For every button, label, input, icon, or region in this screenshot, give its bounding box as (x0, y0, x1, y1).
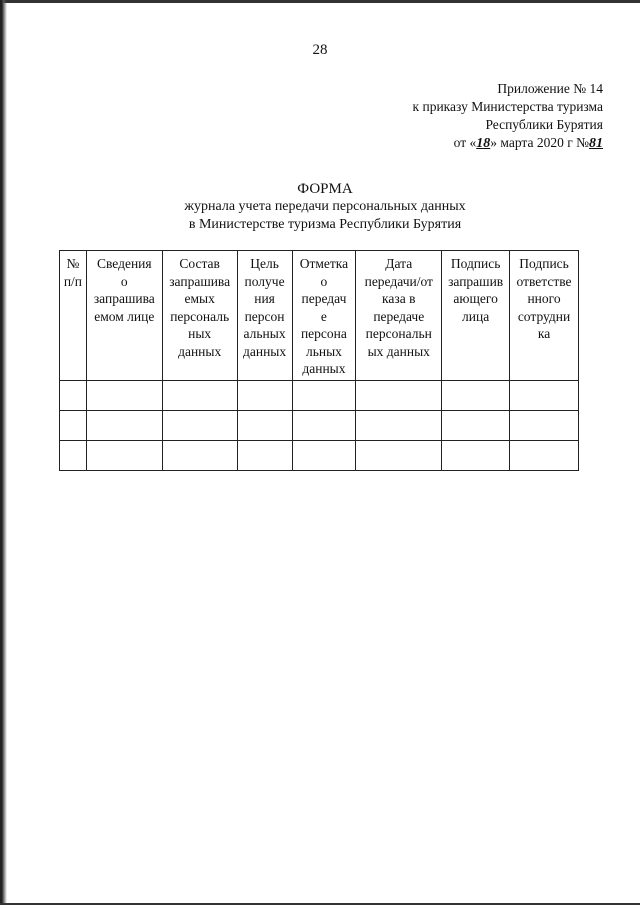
header-text-line: альных (243, 326, 286, 341)
table-cell (237, 411, 292, 441)
table-cell (237, 441, 292, 471)
table-cell (510, 411, 579, 441)
header-text-line: персон (244, 308, 285, 324)
journal-table (59, 250, 579, 471)
header-text-line: ния (254, 291, 275, 306)
form-title: ФОРМА (297, 181, 353, 197)
appendix-line-2: к приказу Министерства туризма (412, 99, 603, 114)
header-text-line: каза в (382, 291, 416, 306)
column-header-4 (237, 251, 292, 381)
date-day-handwritten: 18 (476, 136, 491, 151)
header-text-line: сотрудни (517, 308, 571, 324)
header-text-line: о (320, 273, 328, 289)
order-number-handwritten: 81 (589, 136, 603, 151)
header-text-line: данных (178, 343, 222, 359)
header-text-line: данных (242, 343, 287, 359)
scan-edge-left (0, 0, 7, 905)
table-cell (237, 381, 292, 411)
header-text-line: Подпись (519, 256, 569, 271)
table-cell (510, 381, 579, 411)
column-header-6 (356, 251, 442, 381)
header-text-line: персональ (170, 308, 230, 324)
header-text-line: Сведения (96, 256, 152, 271)
scan-edge-top (0, 0, 640, 3)
appendix-date-line (413, 134, 603, 153)
column-header-2 (86, 251, 162, 381)
header-text-line: Подпись (450, 256, 501, 271)
table-cell (292, 411, 356, 441)
table-row (60, 441, 579, 471)
table-cell (356, 441, 442, 471)
header-text-line: ка (537, 326, 551, 341)
appendix-line-1: Приложение № 14 (497, 81, 603, 96)
form-subtitle-line-2: в Министерстве туризма Республики Бурятия (188, 217, 462, 232)
header-text-line: лица (462, 308, 490, 324)
header-text-line: Дата (385, 256, 413, 271)
table-cell (162, 411, 237, 441)
header-text-line: емых (184, 291, 215, 306)
table-cell (60, 411, 87, 441)
table-cell (86, 411, 162, 441)
table-row (60, 411, 579, 441)
column-header-8 (510, 251, 579, 381)
header-text-line: ающего (453, 291, 498, 306)
header-text-line: передачи/от (364, 273, 433, 289)
header-text-line: ных (188, 326, 212, 341)
header-text-line: Цель (250, 256, 279, 271)
header-text-line: п/п (63, 273, 83, 289)
table-cell (292, 381, 356, 411)
header-text-line: нного (527, 291, 561, 306)
column-header-3 (162, 251, 237, 381)
column-header-7 (442, 251, 510, 381)
form-title-block (0, 180, 640, 234)
header-text-line: № (66, 256, 80, 271)
header-text-line: персональн (365, 326, 432, 341)
table-cell (60, 441, 87, 471)
column-header-5 (292, 251, 356, 381)
header-text-line: льных (305, 343, 342, 359)
form-subtitle-line-1: журнала учета передачи персональных данных (184, 199, 466, 214)
table-cell (162, 441, 237, 471)
header-text-line: ых данных (367, 343, 430, 359)
column-header-1 (60, 251, 87, 381)
table-row (60, 381, 579, 411)
header-text-line: Отметка (299, 256, 349, 271)
table-cell (162, 381, 237, 411)
header-text-line: передач (301, 291, 347, 306)
header-text-line: запрашива (169, 273, 231, 289)
table-cell (356, 411, 442, 441)
header-text-line: емом лице (94, 308, 155, 324)
table-cell (356, 381, 442, 411)
header-text-line: Состав (179, 256, 220, 271)
table-cell (86, 441, 162, 471)
header-text-line: запрашив (448, 273, 504, 289)
page-number: 28 (312, 42, 328, 58)
table-header-row (60, 251, 579, 381)
header-text-line: передаче (373, 308, 425, 324)
table-cell (86, 381, 162, 411)
table-cell (442, 381, 510, 411)
header-text-line: о (120, 273, 128, 289)
header-text-line: персона (300, 326, 347, 341)
date-middle: » марта 2020 г № (490, 135, 589, 150)
table-cell (60, 381, 87, 411)
appendix-block (413, 80, 603, 153)
header-text-line: е (320, 308, 327, 324)
table-cell (510, 441, 579, 471)
table-cell (442, 441, 510, 471)
appendix-line-3: Республики Бурятия (485, 117, 603, 132)
header-text-line: ответстве (516, 273, 572, 289)
date-prefix: от « (453, 135, 477, 150)
header-text-line: запрашива (93, 291, 155, 306)
table-cell (442, 411, 510, 441)
table-body (60, 381, 579, 471)
table-cell (292, 441, 356, 471)
header-text-line: получе (244, 273, 285, 289)
header-text-line: данных (302, 361, 346, 376)
